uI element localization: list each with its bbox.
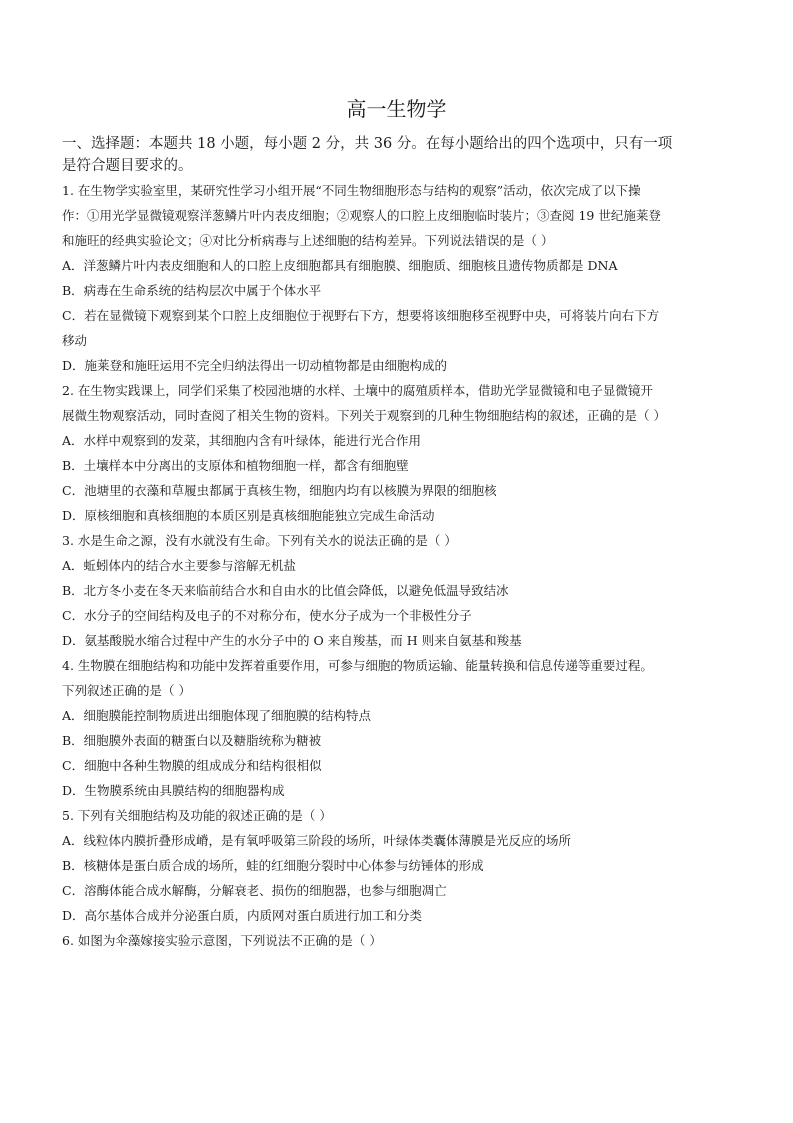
question-5-option-C: C．溶酶体能合成水解酶，分解衰老、损伤的细胞器，也参与细胞凋亡 xyxy=(62,883,447,898)
question-3-option-A: A．蚯蚓体内的结合水主要参与溶解无机盐 xyxy=(62,558,297,573)
question-1-stem: 作：①用光学显微镜观察洋葱鳞片叶内表皮细胞；②观察人的口腔上皮细胞临时装片；③查阅 19 世纪施莱登 xyxy=(62,208,661,223)
page-title: 高一生物学 xyxy=(346,97,447,121)
question-3-option-C: C．水分子的空间结构及电子的不对称分布，使水分子成为一个非极性分子 xyxy=(62,608,472,623)
question-1-option-C: C．若在显微镜下观察到某个口腔上皮细胞位于视野右下方，想要将该细胞移至视野中央，可将装片向右下方 xyxy=(62,308,660,323)
question-4-option-D: D．生物膜系统由具膜结构的细胞器构成 xyxy=(62,783,285,798)
question-1-stem: 和施旺的经典实验论文；④对比分析病毒与上述细胞的结构差异。下列说法错误的是（ ） xyxy=(62,233,554,248)
question-1-option-D: D．施莱登和施旺运用不完全归纳法得出一切动植物都是由细胞构成的 xyxy=(62,358,448,373)
question-3-option-D: D．氨基酸脱水缩合过程中产生的水分子中的 O 来自羧基，而 H 则来自氨基和羧基 xyxy=(62,633,522,648)
question-2-option-B: B．土壤样本中分离出的支原体和植物细胞一样，都含有细胞壁 xyxy=(62,458,409,473)
question-2-stem: 展微生物观察活动，同时查阅了相关生物的资料。下列关于观察到的几种生物细胞结构的叙述，正确的是（ ） xyxy=(62,408,666,423)
question-1-option-A: A．洋葱鳞片叶内表皮细胞和人的口腔上皮细胞都具有细胞膜、细胞质、细胞核且遗传物质都是 DNA xyxy=(62,258,618,273)
question-1-option-C: 移动 xyxy=(62,333,88,348)
question-1-option-B: B．病毒在生命系统的结构层次中属于个体水平 xyxy=(62,283,322,298)
section-heading-cont: 是符合题目要求的。 xyxy=(62,158,193,174)
question-5-stem: 5. 下列有关细胞结构及功能的叙述正确的是（ ） xyxy=(62,808,332,823)
question-1-stem: 1. 在生物学实验室里，某研究性学习小组开展“不同生物细胞形态与结构的观察”活动，依次完成了以下操 xyxy=(62,183,641,198)
question-4-option-A: A．细胞膜能控制物质进出细胞体现了细胞膜的结构特点 xyxy=(62,708,372,723)
question-2-option-D: D．原核细胞和真核细胞的本质区别是真核细胞能独立完成生命活动 xyxy=(62,508,435,523)
question-4-option-C: C．细胞中各种生物膜的组成成分和结构很相似 xyxy=(62,758,322,773)
question-3-stem: 3. 水是生命之源，没有水就没有生命。下列有关水的说法正确的是（ ） xyxy=(62,533,457,548)
question-5-option-A: A．线粒体内膜折叠形成嵴，是有氧呼吸第三阶段的场所，叶绿体类囊体薄膜是光反应的场所 xyxy=(62,833,572,848)
question-4-stem: 4. 生物膜在细胞结构和功能中发挥着重要作用，可参与细胞的物质运输、能量转换和信息传递等重要过程。 xyxy=(62,658,653,673)
section-heading: 一、选择题：本题共 18 小题，每小题 2 分，共 36 分。在每小题给出的四个选项中，只有一项 xyxy=(62,136,673,152)
question-6-stem: 6. 如图为伞藻嫁接实验示意图，下列说法不正确的是（ ） xyxy=(62,933,382,948)
question-2-option-A: A．水样中观察到的发菜，其细胞内含有叶绿体，能进行光合作用 xyxy=(62,433,422,448)
question-2-stem: 2. 在生物实践课上，同学们采集了校园池塘的水样、土壤中的腐殖质样本，借助光学显微镜和电子显微镜开 xyxy=(62,383,653,398)
question-4-option-B: B．细胞膜外表面的糖蛋白以及糖脂统称为糖被 xyxy=(62,733,322,748)
question-2-option-C: C．池塘里的衣藻和草履虫都属于真核生物，细胞内均有以核膜为界限的细胞核 xyxy=(62,483,497,498)
question-4-stem: 下列叙述正确的是（ ） xyxy=(62,683,191,698)
question-5-option-D: D．高尔基体合成并分泌蛋白质，内质网对蛋白质进行加工和分类 xyxy=(62,908,423,923)
question-5-option-B: B．核糖体是蛋白质合成的场所，蛙的红细胞分裂时中心体参与纺锤体的形成 xyxy=(62,858,484,873)
question-3-option-B: B．北方冬小麦在冬天来临前结合水和自由水的比值会降低，以避免低温导致结冰 xyxy=(62,583,509,598)
